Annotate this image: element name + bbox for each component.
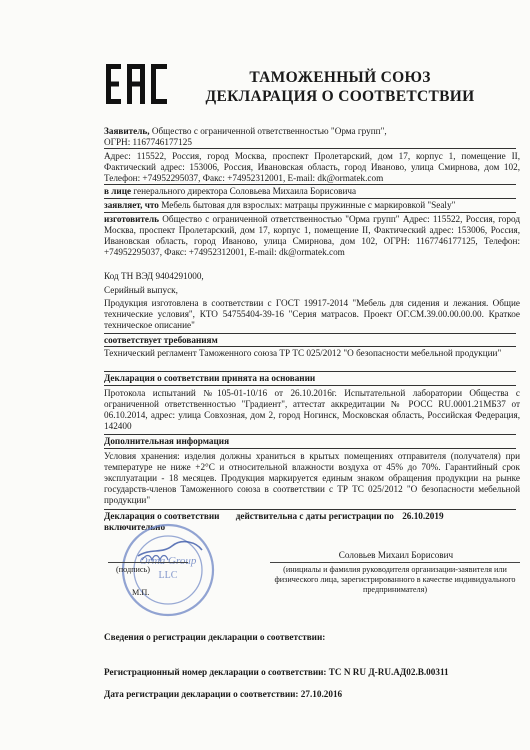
document-title: [190, 68, 490, 106]
manufacturer-label: изготовитель: [104, 214, 160, 224]
validity-text-c: включительно: [104, 522, 166, 532]
manufacturer-section: [104, 214, 520, 258]
divider: [104, 509, 516, 510]
validity-text-b: действительна с даты регистрации по: [235, 511, 394, 521]
signer-name: Соловьев Михаил Борисович: [338, 550, 454, 560]
signer-caption: (инициалы и фамилия руководителя организации-заявителя или физического лица, зарегистрированного в качестве индивидуального предпринимателя): [274, 565, 516, 594]
signature-label: (подпись): [116, 565, 150, 574]
batch-type: Серийный выпуск,: [104, 285, 178, 295]
person-label: в лице: [104, 186, 132, 196]
applicant-person: [104, 186, 520, 197]
title-line-1: ТАМОЖЕННЫЙ СОЮЗ: [249, 69, 431, 86]
signature-line: [108, 562, 188, 563]
registration-number-label: Регистрационный номер декларации о соответствии:: [104, 667, 327, 677]
registration-heading: [104, 632, 520, 643]
basis-label: Декларация о соответствии принята на основании: [104, 373, 316, 383]
registration-number-row: [104, 667, 520, 678]
registration-date-row: [104, 689, 520, 700]
product-text: Мебель бытовая для взрослых: матрацы пружинные с маркировкой "Sealy": [158, 200, 456, 210]
svg-text:Orma Group: Orma Group: [139, 555, 197, 567]
manufacturer-text: Общество с ограниченной ответственностью "Орма групп" Адрес: 115522, Россия, город Москва, проспект Пролетарский, дом 17, корпус 1, помещение II, Фактический адрес: 153006, Россия, Ивановская область, город Иваново, улица Смирнова, дом 102, ОГРН: 1167746177125, Телефон: +74952295037, Факс: +74952312001, E-mail: dk@ormatek.com: [104, 214, 520, 257]
signer-line: [270, 562, 520, 563]
basis-text: Протокола испытаний №105-01-10/16 от 26.10.2016г. Испытательной лаборатории Общества с ограниченной ответственностью "Градиент", аттестат аккредитации № РОСС RU.0001.21МБ37 от 06.10.2014, адрес: улица Совхозная, дом 2, город Ногинск, Московская область, Российская Федерация, 142400: [104, 388, 520, 431]
additional-text: Условия хранения: изделия должны храниться в крытых помещениях отправителя (получателя) при температуре не ниже +2°С и относительной влажности воздуха от 45% до 70%. Гарантийный срок эксплуатации - 18 месяцев. Продукция маркируется единым знаком обращения продукции на рынке государств-членов Таможенного союза в соответствии с ТР ТС 025/2012 "О безопасности мебельной продукции": [104, 451, 520, 505]
registration-date-label: Дата регистрации декларации о соответствии:: [104, 689, 299, 699]
requirements-label: соответствует требованиям: [104, 335, 218, 345]
applicant-ogrn: ОГРН: 1167746177125: [104, 137, 192, 147]
divider: [104, 371, 516, 372]
registration-number: ТС N RU Д-RU.АД02.В.00311: [328, 667, 449, 677]
product-standard: Продукция изготовлена в соответствии с ГОСТ 19917-2014 "Мебель для сидения и лежания. Общие технические условия", КТО 54755404-39-16 "Серия матрасов. Проект ОГ.СМ.39.00.00.00.00. Краткое техническое описание": [104, 298, 520, 330]
divider: [104, 148, 516, 149]
requirements-text: Технический регламент Таможенного союза ТР ТС 025/2012 "О безопасности мебельной продукции": [104, 348, 502, 358]
validity-date: 26.10.2019: [402, 511, 444, 521]
divider: [104, 184, 516, 185]
applicant-name: Общество с ограниченной ответственностью "Орма групп",: [149, 126, 387, 136]
applicant-label: Заявитель,: [104, 126, 150, 136]
divider: [104, 212, 516, 213]
product-label: заявляет, что: [104, 200, 159, 210]
person-name: генерального директора Соловьева Михаила Борисовича: [131, 186, 357, 196]
applicant-section: [104, 126, 520, 148]
divider: [104, 385, 516, 386]
eac-logo-icon: [104, 62, 170, 106]
basis-section: [104, 373, 520, 384]
applicant-address: Адрес: 115522, Россия, город Москва, проспект Пролетарский, дом 17, корпус 1, помещение II, Фактический адрес: 153006, Россия, Ивановская область, город Иваново, улица Смирнова, дом 102, Телефон: +74952295037, Факс: +74952312001, E-mail: dk@ormatek.com: [104, 151, 520, 183]
registration-heading-text: Сведения о регистрации декларации о соответствии:: [104, 632, 326, 642]
divider: [104, 198, 516, 199]
stamp-place-label: М.П.: [132, 588, 150, 597]
divider: [104, 333, 516, 334]
divider: [104, 448, 516, 449]
title-line-2: ДЕКЛАРАЦИЯ О СООТВЕТСТВИИ: [205, 88, 475, 105]
product-section: [104, 200, 520, 211]
additional-label: Дополнительная информация: [104, 436, 230, 446]
svg-text:LLC: LLC: [158, 570, 178, 581]
additional-section: [104, 436, 520, 447]
product-code: Код ТН ВЭД 9404291000,: [104, 271, 204, 281]
requirements-section: [104, 335, 520, 346]
divider: [104, 434, 516, 435]
validity-text-a: Декларация о соответствии: [104, 511, 220, 521]
divider: [104, 346, 516, 347]
registration-date: 27.10.2016: [300, 689, 343, 699]
